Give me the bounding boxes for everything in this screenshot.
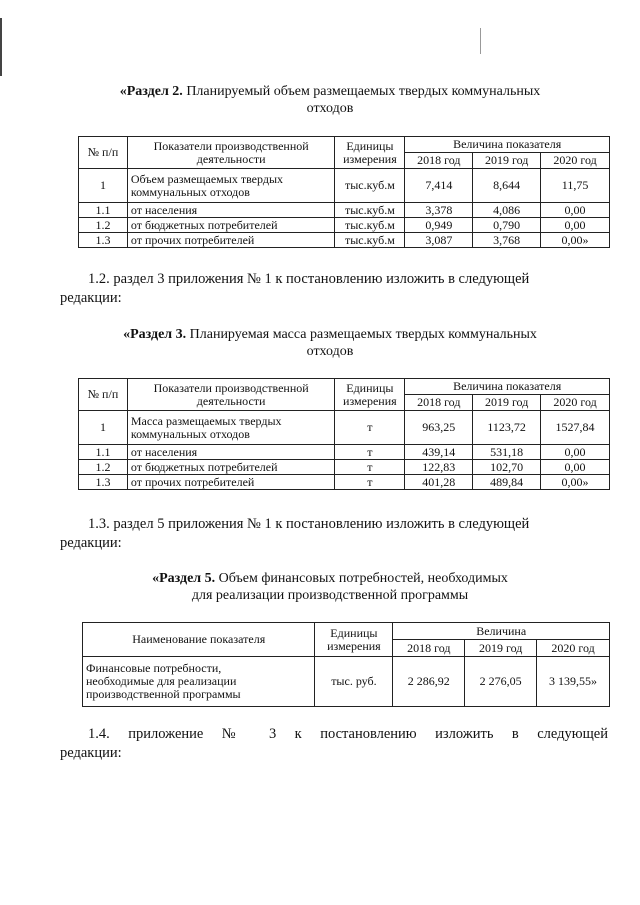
row-num: 1.3 xyxy=(79,475,128,490)
row-value: 531,18 xyxy=(473,445,541,460)
row-name: от прочих потребителей xyxy=(127,233,335,248)
header-year: 2020 год xyxy=(537,640,610,657)
row-unit: тыс. руб. xyxy=(315,657,393,707)
section-2-title-bold: «Раздел 2. xyxy=(119,84,183,99)
row-value: 8,644 xyxy=(473,169,541,203)
header-indicator: Показатели производственной деятельности xyxy=(127,137,335,169)
row-unit: т xyxy=(335,475,405,490)
paragraph-1-3-line2: редакции: xyxy=(60,535,122,551)
row-num: 1.1 xyxy=(79,445,128,460)
header-num: № п/п xyxy=(79,379,128,411)
row-unit: т xyxy=(335,411,405,445)
row-name: Масса размещаемых твердых коммунальных отходов xyxy=(127,411,335,445)
row-value: 489,84 xyxy=(473,475,541,490)
row-value: 401,28 xyxy=(405,475,473,490)
header-unit: Единицы измерения xyxy=(315,623,393,657)
header-value: Величина показателя xyxy=(405,379,610,395)
header-num: № п/п xyxy=(79,137,128,169)
table-row xyxy=(79,460,610,475)
row-name: Объем размещаемых твердых коммунальных отходов xyxy=(127,169,335,203)
row-value: 439,14 xyxy=(405,445,473,460)
row-value: 0,00» xyxy=(541,233,610,248)
table-header-row xyxy=(83,623,610,640)
paragraph-1-3-line1: 1.3. раздел 5 приложения № 1 к постановлению изложить в следующей xyxy=(88,516,530,532)
paragraph-1-2 xyxy=(60,270,608,308)
header-year: 2018 год xyxy=(393,640,465,657)
table-row xyxy=(79,445,610,460)
paragraph-1-3 xyxy=(60,515,608,553)
row-name: Финансовые потребности, необходимые для реализации производственной программы xyxy=(83,657,315,707)
section-2-table xyxy=(78,136,610,248)
header-value: Величина xyxy=(393,623,610,640)
row-unit: т xyxy=(335,445,405,460)
row-value: 0,00 xyxy=(541,460,610,475)
header-unit: Единицы измерения xyxy=(335,379,405,411)
section-2-caption xyxy=(60,83,600,117)
header-name: Наименование показателя xyxy=(83,623,315,657)
header-year: 2018 год xyxy=(405,153,473,169)
row-num: 1.2 xyxy=(79,460,128,475)
header-value: Величина показателя xyxy=(405,137,610,153)
paragraph-1-4-line1: 1.4. приложение № 3 к постановлению изложить в следующей xyxy=(88,726,608,742)
row-value: 0,00 xyxy=(541,218,610,233)
row-value: 0,790 xyxy=(473,218,541,233)
section-3-title-rest: Планируемая масса размещаемых твердых коммунальных xyxy=(186,327,537,342)
section-2-title-line2: отходов xyxy=(306,101,354,116)
paragraph-1-2-line2: редакции: xyxy=(60,290,122,306)
section-5-title-bold: «Раздел 5. xyxy=(152,571,216,586)
header-year: 2019 год xyxy=(473,395,541,411)
row-name: от населения xyxy=(127,203,335,218)
row-name: от прочих потребителей xyxy=(127,475,335,490)
row-value: 122,83 xyxy=(405,460,473,475)
row-value: 0,00 xyxy=(541,445,610,460)
row-num: 1 xyxy=(79,169,128,203)
section-2-title-rest: Планируемый объем размещаемых твердых коммунальных xyxy=(182,84,541,99)
row-unit: т xyxy=(335,460,405,475)
row-unit: тыс.куб.м xyxy=(335,218,405,233)
header-indicator: Показатели производственной деятельности xyxy=(127,379,335,411)
row-value: 3 139,55» xyxy=(537,657,610,707)
section-5-table xyxy=(82,622,610,707)
section-3-title-bold: «Раздел 3. xyxy=(123,327,187,342)
row-num: 1 xyxy=(79,411,128,445)
table-header-row xyxy=(79,137,610,153)
row-name: от населения xyxy=(127,445,335,460)
section-5-title-line2: для реализации производственной программы xyxy=(191,588,469,603)
header-year: 2019 год xyxy=(473,153,541,169)
table-row xyxy=(79,411,610,445)
section-3-title-line2: отходов xyxy=(306,344,354,359)
section-3-caption xyxy=(60,326,600,360)
header-year: 2018 год xyxy=(405,395,473,411)
row-value: 11,75 xyxy=(541,169,610,203)
row-value: 3,378 xyxy=(405,203,473,218)
row-value: 102,70 xyxy=(473,460,541,475)
table-row xyxy=(79,169,610,203)
row-unit: тыс.куб.м xyxy=(335,203,405,218)
scan-margin-mark xyxy=(0,18,2,76)
row-value: 3,087 xyxy=(405,233,473,248)
row-value: 3,768 xyxy=(473,233,541,248)
row-num: 1.3 xyxy=(79,233,128,248)
row-unit: тыс.куб.м xyxy=(335,169,405,203)
table-row xyxy=(79,475,610,490)
header-year: 2019 год xyxy=(465,640,537,657)
row-value: 0,00» xyxy=(541,475,610,490)
paragraph-1-4 xyxy=(60,725,608,763)
table-header-row xyxy=(79,379,610,395)
paragraph-1-2-line1: 1.2. раздел 3 приложения № 1 к постановлению изложить в следующей xyxy=(88,271,530,287)
scan-top-mark xyxy=(480,28,481,54)
row-name: от бюджетных потребителей xyxy=(127,460,335,475)
header-unit: Единицы измерения xyxy=(335,137,405,169)
header-year: 2020 год xyxy=(541,153,610,169)
row-value: 7,414 xyxy=(405,169,473,203)
row-value: 1527,84 xyxy=(541,411,610,445)
row-name: от бюджетных потребителей xyxy=(127,218,335,233)
row-value: 2 286,92 xyxy=(393,657,465,707)
row-unit: тыс.куб.м xyxy=(335,233,405,248)
row-value: 2 276,05 xyxy=(465,657,537,707)
row-value: 4,086 xyxy=(473,203,541,218)
paragraph-1-4-line2: редакции: xyxy=(60,745,122,761)
row-value: 0,00 xyxy=(541,203,610,218)
row-value: 0,949 xyxy=(405,218,473,233)
row-value: 963,25 xyxy=(405,411,473,445)
row-value: 1123,72 xyxy=(473,411,541,445)
header-year: 2020 год xyxy=(541,395,610,411)
section-5-title-rest: Объем финансовых потребностей, необходимых xyxy=(215,571,508,586)
section-5-caption xyxy=(60,570,600,604)
row-num: 1.1 xyxy=(79,203,128,218)
table-row xyxy=(79,233,610,248)
table-row xyxy=(79,203,610,218)
section-3-table xyxy=(78,378,610,490)
table-row xyxy=(83,657,610,707)
table-row xyxy=(79,218,610,233)
row-num: 1.2 xyxy=(79,218,128,233)
